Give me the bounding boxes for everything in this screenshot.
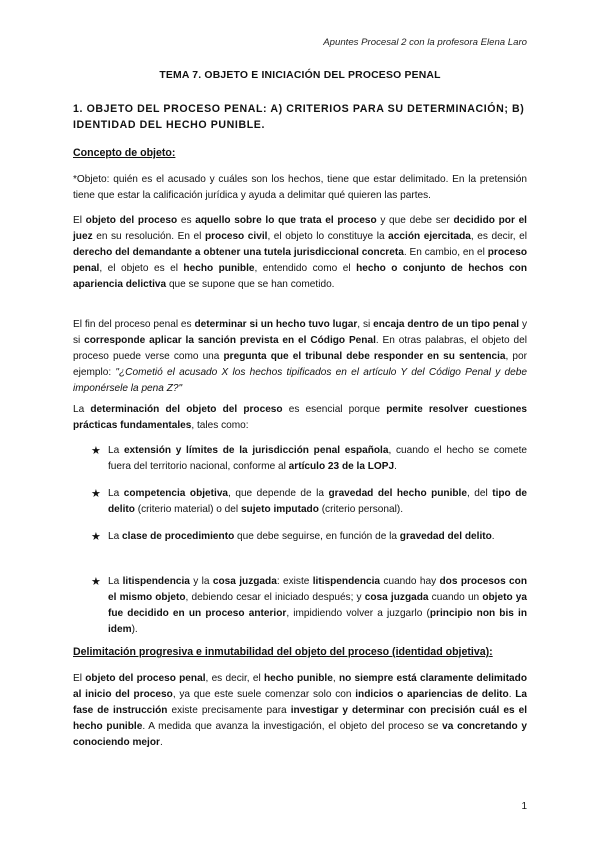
section-heading: 1. OBJETO DEL PROCESO PENAL: A) CRITERIOS PARA SU DETERMINACIÓN; B) IDENTIDAD DEL HECHO PUNIBLE. [73,103,525,131]
page-header: Apuntes Procesal 2 con la profesora Elena Laro [323,37,527,48]
star-bullet-icon: ★ [91,576,101,588]
concept-heading: Concepto de objeto: [73,147,176,159]
list-item: ★ La litispendencia y la cosa juzgada: existe litispendencia cuando hay dos procesos con el mismo objeto, debiendo cesar el iniciado después; y cosa juzgada cuando un objeto ya fue decidido en un proceso anterior, impidiendo volver a juzgarlo (principio non bis in idem). [91,576,527,635]
list-item: ★ La clase de procedimiento que debe seguirse, en función de la gravedad del delito. [91,531,495,543]
paragraph-objeto-proceso: El objeto del proceso es aquello sobre lo que trata el proceso y que debe ser decidido por el juez en su resolución. En el proceso civil, el objeto lo constituye la acción ejercitada, es decir, el derecho del demandante a obtener una tutela jurisdiccional concreta. En cambio, en el proceso penal, el objeto es el hecho punible, entendido como el hecho o conjunto de hechos con apariencia delictiva que se supone que se han cometido. [73,215,528,290]
star-bullet-icon: ★ [91,488,101,500]
paragraph-objeto: *Objeto: quién es el acusado y cuáles son los hechos, tiene que estar delimitado. En la pretensión tiene que estar la calificación jurídica y ayuda a delimitar qué quieren las partes. [73,174,527,201]
document-title: TEMA 7. OBJETO E INICIACIÓN DEL PROCESO PENAL [159,70,441,81]
paragraph-determinacion: La determinación del objeto del proceso es esencial porque permite resolver cuestiones prácticas fundamentales, tales como: [73,404,527,431]
paragraph-fin-proceso: El fin del proceso penal es determinar si un hecho tuvo lugar, si encaja dentro de un tipo penal y si corresponde aplicar la sanción prevista en el Código Penal. En otras palabras, el objeto del proceso puede verse como una pregunta que el tribunal debe responder en su sentencia, por ejemplo: "¿Cometió el acusado X los hechos tipificados en el artículo Y del Código Penal y debe imponérsele la pena Z?" [73,319,528,394]
paragraph-objeto-penal: El objeto del proceso penal, es decir, el hecho punible, no siempre está claramente delimitado al inicio del proceso, ya que este suele comenzar solo con indicios o apariencias de delito. La fase de instrucción existe precisamente para investigar y determinar con precisión cuál es el hecho punible. A medida que avanza la investigación, el objeto del proceso se va concretando y conociendo mejor. [73,673,528,748]
page-number: 1 [521,801,527,812]
star-bullet-icon: ★ [91,531,101,543]
delimitacion-heading: Delimitación progresiva e inmutabilidad del objeto del proceso (identidad objetiva): [73,646,493,658]
list-item: ★ La extensión y límites de la jurisdicción penal española, cuando el hecho se comete fuera del territorio nacional, conforme al artículo 23 de la LOPJ. [91,445,527,472]
star-bullet-icon: ★ [91,445,101,457]
list-item: ★ La competencia objetiva, que depende de la gravedad del hecho punible, del tipo de delito (criterio material) o del sujeto imputado (criterio personal). [91,488,527,515]
